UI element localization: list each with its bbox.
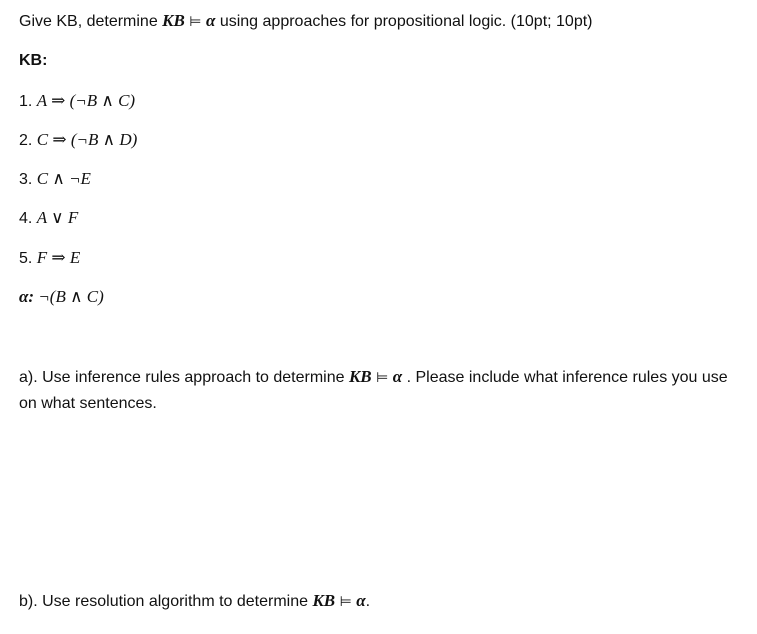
- part-b-prefix: b). Use resolution algorithm to determine: [19, 593, 313, 610]
- header-kb: KB: [162, 11, 185, 30]
- sentence-number: 2.: [19, 132, 37, 149]
- header-entails-symbol: ⊨: [184, 14, 206, 30]
- header-suffix: using approaches for propositional logic. (10pt; 10pt): [215, 13, 593, 30]
- header-prefix: Give KB, determine: [19, 13, 163, 30]
- part-b-suffix: .: [365, 593, 371, 610]
- sentence-formula: A ∨ F: [36, 208, 79, 227]
- part-a-alpha: α: [392, 367, 403, 386]
- alpha-label: α:: [19, 287, 35, 306]
- kb-sentence-2: [19, 129, 137, 152]
- part-a-prefix: a). Use inference rules approach to determine: [19, 369, 349, 386]
- alpha-formula: ¬(B ∧ C): [34, 287, 104, 306]
- kb-sentence-4: [19, 207, 78, 230]
- question-header: [19, 10, 593, 33]
- part-a-suffix: . Please include what inference rules you use on what sentences.: [19, 369, 728, 412]
- sentence-formula: F ⇒ E: [36, 248, 81, 267]
- part-a-entails-symbol: ⊨: [371, 370, 393, 386]
- part-b-question: [19, 590, 370, 613]
- kb-heading: KB:: [19, 52, 48, 69]
- kb-sentence-3: [19, 168, 91, 191]
- sentence-number: 4.: [19, 210, 37, 227]
- sentence-formula: C ⇒ (¬B ∧ D): [36, 130, 138, 149]
- part-a-kb: KB: [348, 367, 372, 386]
- part-b-alpha: α: [356, 591, 366, 610]
- sentence-number: 3.: [19, 171, 37, 188]
- part-b-entails-symbol: ⊨: [335, 594, 357, 610]
- header-alpha: α: [205, 11, 216, 30]
- sentence-number: 5.: [19, 250, 37, 267]
- part-a-question: [19, 364, 739, 417]
- kb-sentence-5: [19, 247, 80, 270]
- sentence-formula: A ⇒ (¬B ∧ C): [36, 91, 136, 110]
- sentence-number: 1.: [19, 93, 37, 110]
- kb-sentence-1: [19, 90, 135, 113]
- part-b-kb: KB: [312, 591, 336, 610]
- alpha-definition: [19, 286, 104, 309]
- sentence-formula: C ∧ ¬E: [36, 169, 91, 188]
